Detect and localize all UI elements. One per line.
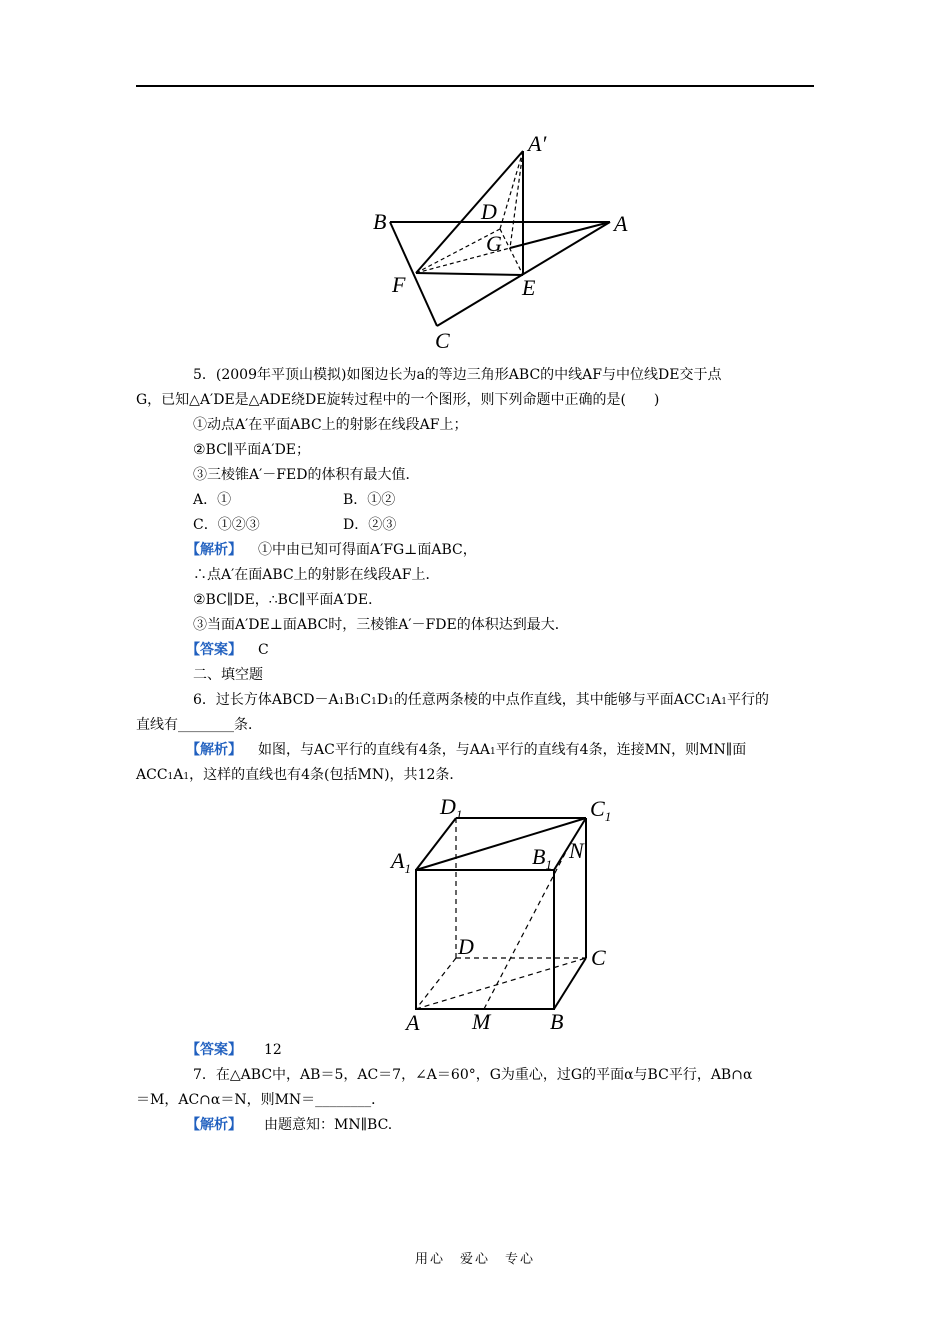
- q5-analysis2: ∴点A′在面ABC上的射影在线段AF上．: [193, 567, 440, 583]
- q5-line2: G，已知△A′DE是△ADE绕DE旋转过程中的一个图形，则下列命题中正确的是( ): [136, 392, 660, 408]
- label-f: F: [392, 272, 406, 297]
- page-footer: 用心 爱心 专心: [414, 1252, 535, 1267]
- answer-tag: 【答案】: [186, 1042, 242, 1058]
- q7-analysis: 由题意知：MN∥BC.: [264, 1117, 393, 1133]
- q5-item3: ③三棱锥A′－FED的体积有最大值．: [193, 467, 420, 483]
- label-a: A: [406, 1010, 420, 1035]
- q6-line2: 直线有________条．: [136, 717, 262, 733]
- label-g: G: [486, 231, 502, 256]
- q7-line2: ＝M，AC∩α＝N，则MN＝________．: [136, 1092, 386, 1108]
- q6-answer: 12: [264, 1042, 282, 1058]
- q5-analysis4: ③当面A′DE⊥面ABC时，三棱锥A′－FDE的体积达到最大．: [193, 617, 569, 633]
- label-b: B: [550, 1009, 564, 1034]
- q6-line1: 6．过长方体ABCD－A1B1C1D1的任意两条棱的中点作直线，其中能够与平面ACC1A1平行的: [193, 692, 769, 708]
- q6-analysis-row2: ACC1A1，这样的直线也有4条(包括MN)，共12条．: [136, 767, 464, 783]
- section-title: 二、填空题: [193, 667, 263, 683]
- analysis-tag: 【解析】: [186, 742, 242, 758]
- label-b: B: [373, 209, 387, 234]
- label-c1: $C_1$: [590, 796, 612, 824]
- q7-analysis-row: [186, 1115, 392, 1135]
- analysis-tag: 【解析】: [186, 1117, 242, 1133]
- label-a: A: [614, 211, 628, 236]
- analysis-tag: 【解析】: [186, 542, 242, 558]
- q5-option-d: D．②③: [343, 517, 397, 533]
- q5-option-b: B．①②: [343, 492, 396, 508]
- q5-answer-row: [186, 640, 269, 660]
- label-e: E: [522, 275, 536, 300]
- q7-line1: 7．在△ABC中，AB＝5，AC＝7，∠A＝60°，G为重心，过G的平面α与BC平行，AB∩α: [193, 1067, 753, 1083]
- q5-item2: ②BC∥平面A′DE；: [193, 442, 311, 458]
- q5-line1: 5．(2009年平顶山模拟)如图边长为a的等边三角形ABC的中线AF与中位线DE交于点: [193, 367, 722, 383]
- label-c: C: [591, 945, 606, 970]
- q5-analysis3: ②BC∥DE，∴BC∥平面A′DE．: [193, 592, 383, 608]
- label-a-prime: A′: [528, 131, 547, 156]
- label-m: M: [472, 1009, 491, 1034]
- q5-analysis-row1: [186, 540, 477, 560]
- header-rule: [136, 85, 814, 87]
- label-d: D: [481, 199, 497, 224]
- label-b1: $B_1$: [532, 844, 552, 872]
- q5-analysis1: ①中由已知可得面A′FG⊥面ABC，: [258, 542, 477, 558]
- label-c: C: [435, 328, 450, 353]
- q6-analysis-row1: 【解析】 如图，与AC平行的直线有4条，与AA1平行的直线有4条，连接MN，则MN∥面: [186, 742, 747, 758]
- q5-option-a: A．①: [193, 492, 232, 508]
- label-n: N: [569, 838, 584, 863]
- cuboid-figure: [386, 790, 626, 1035]
- q5-item1: ①动点A′在平面ABC上的射影在线段AF上；: [193, 417, 468, 433]
- q5-answer: C: [258, 642, 269, 658]
- label-d1: $D_1$: [440, 794, 463, 822]
- label-a1: $A_1$: [391, 848, 411, 876]
- q5-option-c: C．①②③: [193, 517, 260, 533]
- q6-answer-row: [186, 1040, 282, 1060]
- answer-tag: 【答案】: [186, 642, 242, 658]
- label-d: D: [458, 934, 474, 959]
- triangle-fold-figure: [360, 125, 640, 355]
